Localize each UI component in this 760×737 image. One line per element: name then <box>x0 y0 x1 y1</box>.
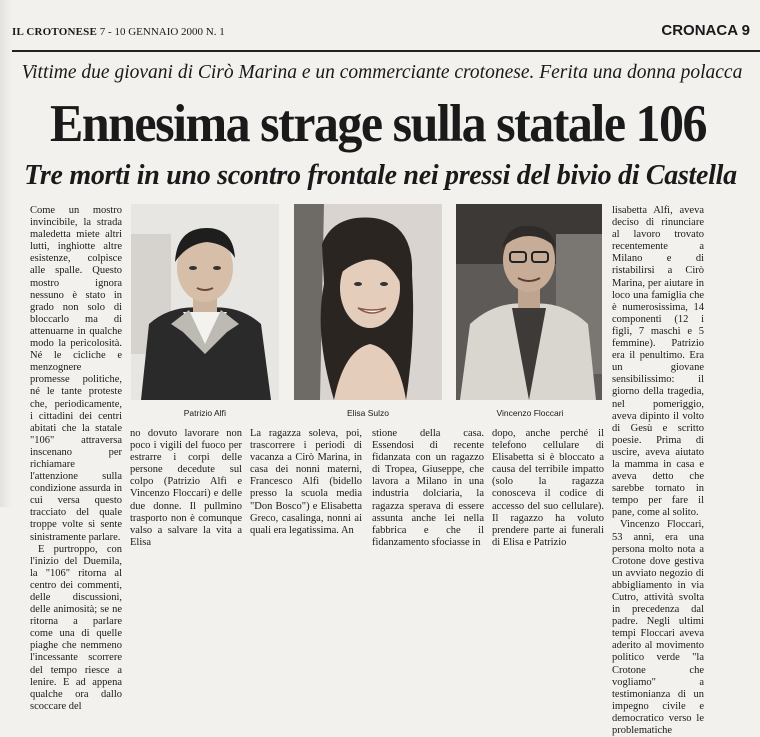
masthead <box>12 26 225 38</box>
article-kicker: Vittime due giovani di Cirò Marina e un commerciante crotonese. Ferita una donna polacca <box>21 62 743 83</box>
photo-caption: Vincenzo Floccari <box>496 408 564 418</box>
section-name: CRONACA <box>661 22 738 39</box>
issue-info: 7 - 10 GENNAIO 2000 N. 1 <box>99 26 225 38</box>
photo-caption: Elisa Sulzo <box>346 408 390 418</box>
photo-patrizio-alfi <box>131 204 279 400</box>
photo-elisa-sulzo <box>294 204 442 400</box>
photo-caption: Patrizio Alfì <box>183 408 227 418</box>
paragraph: Vincenzo Floccari, 53 anni, era una persona molto nota a Crotone dove gestiva un avviato negozio di abbigliamento in via Cutro, attività svolta in precedenza dal padre. Negli ultimi tempi Floccari aveva aderito al movimento politico verde "la Crotone che vogliamo" a testimonianza di un impegno civile e democratico verso le problematiche <box>612 519 704 737</box>
paragraph: lisabetta Alfì, aveva deciso di rinunciare al lavoro trovato recentemente a Milano e di ristabilirsi a Cirò Marina, per aiutare in loco una famiglia che è numerosissima, 14 componenti (12 i figli, 7 maschi e 5 femmine). Patrizio era il penultimo. Era un giovane sensibilissimo: il giorno della tragedia, nel pomeriggio, aveva dipinto il volto di Gesù e scritto poesie. Prima di uscire, aveva aiutato la mamma in casa e aveva detto che sarebbe tornato in tempo per fare il pane, come al solito. <box>612 205 704 519</box>
article-column-3: La ragazza soleva, poi, trascorrere i periodi di vacanza a Cirò Marina, in casa dei nonni materni, Francesco Alfì (bidello presso la scuola media "Don Bosco") e Elisabetta Greco, casalinga, nonni ai quali era legatissima. An <box>250 428 362 536</box>
photo-vincenzo-floccari <box>456 204 602 400</box>
article-column-4: stione della casa. Essendosi di recente fidanzata con un ragazzo di Tropea, Giuseppe, che lavora a Milano in una industria dolciaria, la ragazza sperava di essere assunta anche lei nella fabbrica e che il fidanzamento sfociasse in <box>372 428 484 548</box>
paragraph: Come un mostro invincibile, la strada maledetta miete altri lutti, inghiotte altre esistenze, colpisce alle spalle. Questo mostro ignora nessuno è stato in grado non solo di bloccarlo ma di attenuarne in qualche modo la pericolosità. Né le cicliche e menzognere promesse politiche, né le tante proteste che, periodicamente, i cittadini dei centri abitati che la statale "106" attraversa inscenano per richiamare l'attenzione sulla condizione assurda in cui versa questo tracciato del quale troppe volte si sente sinistramente parlare. <box>30 205 122 543</box>
paragraph: E purtroppo, con l'inizio del Duemila, la "106" ritorna al centro dei commenti, delle discussioni, delle animosità; se ne ritorna a parlare come una di quelle piaghe che nemmeno l'incessante scorrere del tempo riesce a lenire. E ad appena qualche ora dallo scoccare del <box>30 543 122 712</box>
article-headline: Ennesima strage sulla statale 106 <box>49 93 707 153</box>
article-column-1 <box>30 205 122 712</box>
article-column-2: no dovuto lavorare non poco i vigili del fuoco per estrarre i corpi delle persone decedute sul colpo (Patrizio Alfì e Vincenzo Floccari) e delle due donne. Il pullmino trasporto non è comunque valso a salvare la vita a Elisa <box>130 428 242 548</box>
article-subhead: Tre morti in uno scontro frontale nei pressi del bivio di Castella <box>24 160 737 191</box>
section-title <box>661 22 750 39</box>
page-number: 9 <box>741 22 750 39</box>
page-fold-shadow <box>0 0 12 507</box>
newspaper-name: IL CROTONESE <box>12 26 98 38</box>
article-column-6 <box>612 205 704 737</box>
header-rule <box>12 50 760 52</box>
page-header <box>0 0 760 52</box>
article-column-5: dopo, anche perché il telefono cellulare di Elisabetta si è bloccato a causa del terribile impatto (solo la ragazza conosceva il codice di accesso del suo cellulare). Il ragazzo ha voluto prendere parte ai funerali di Elisa e Patrizio <box>492 428 604 548</box>
